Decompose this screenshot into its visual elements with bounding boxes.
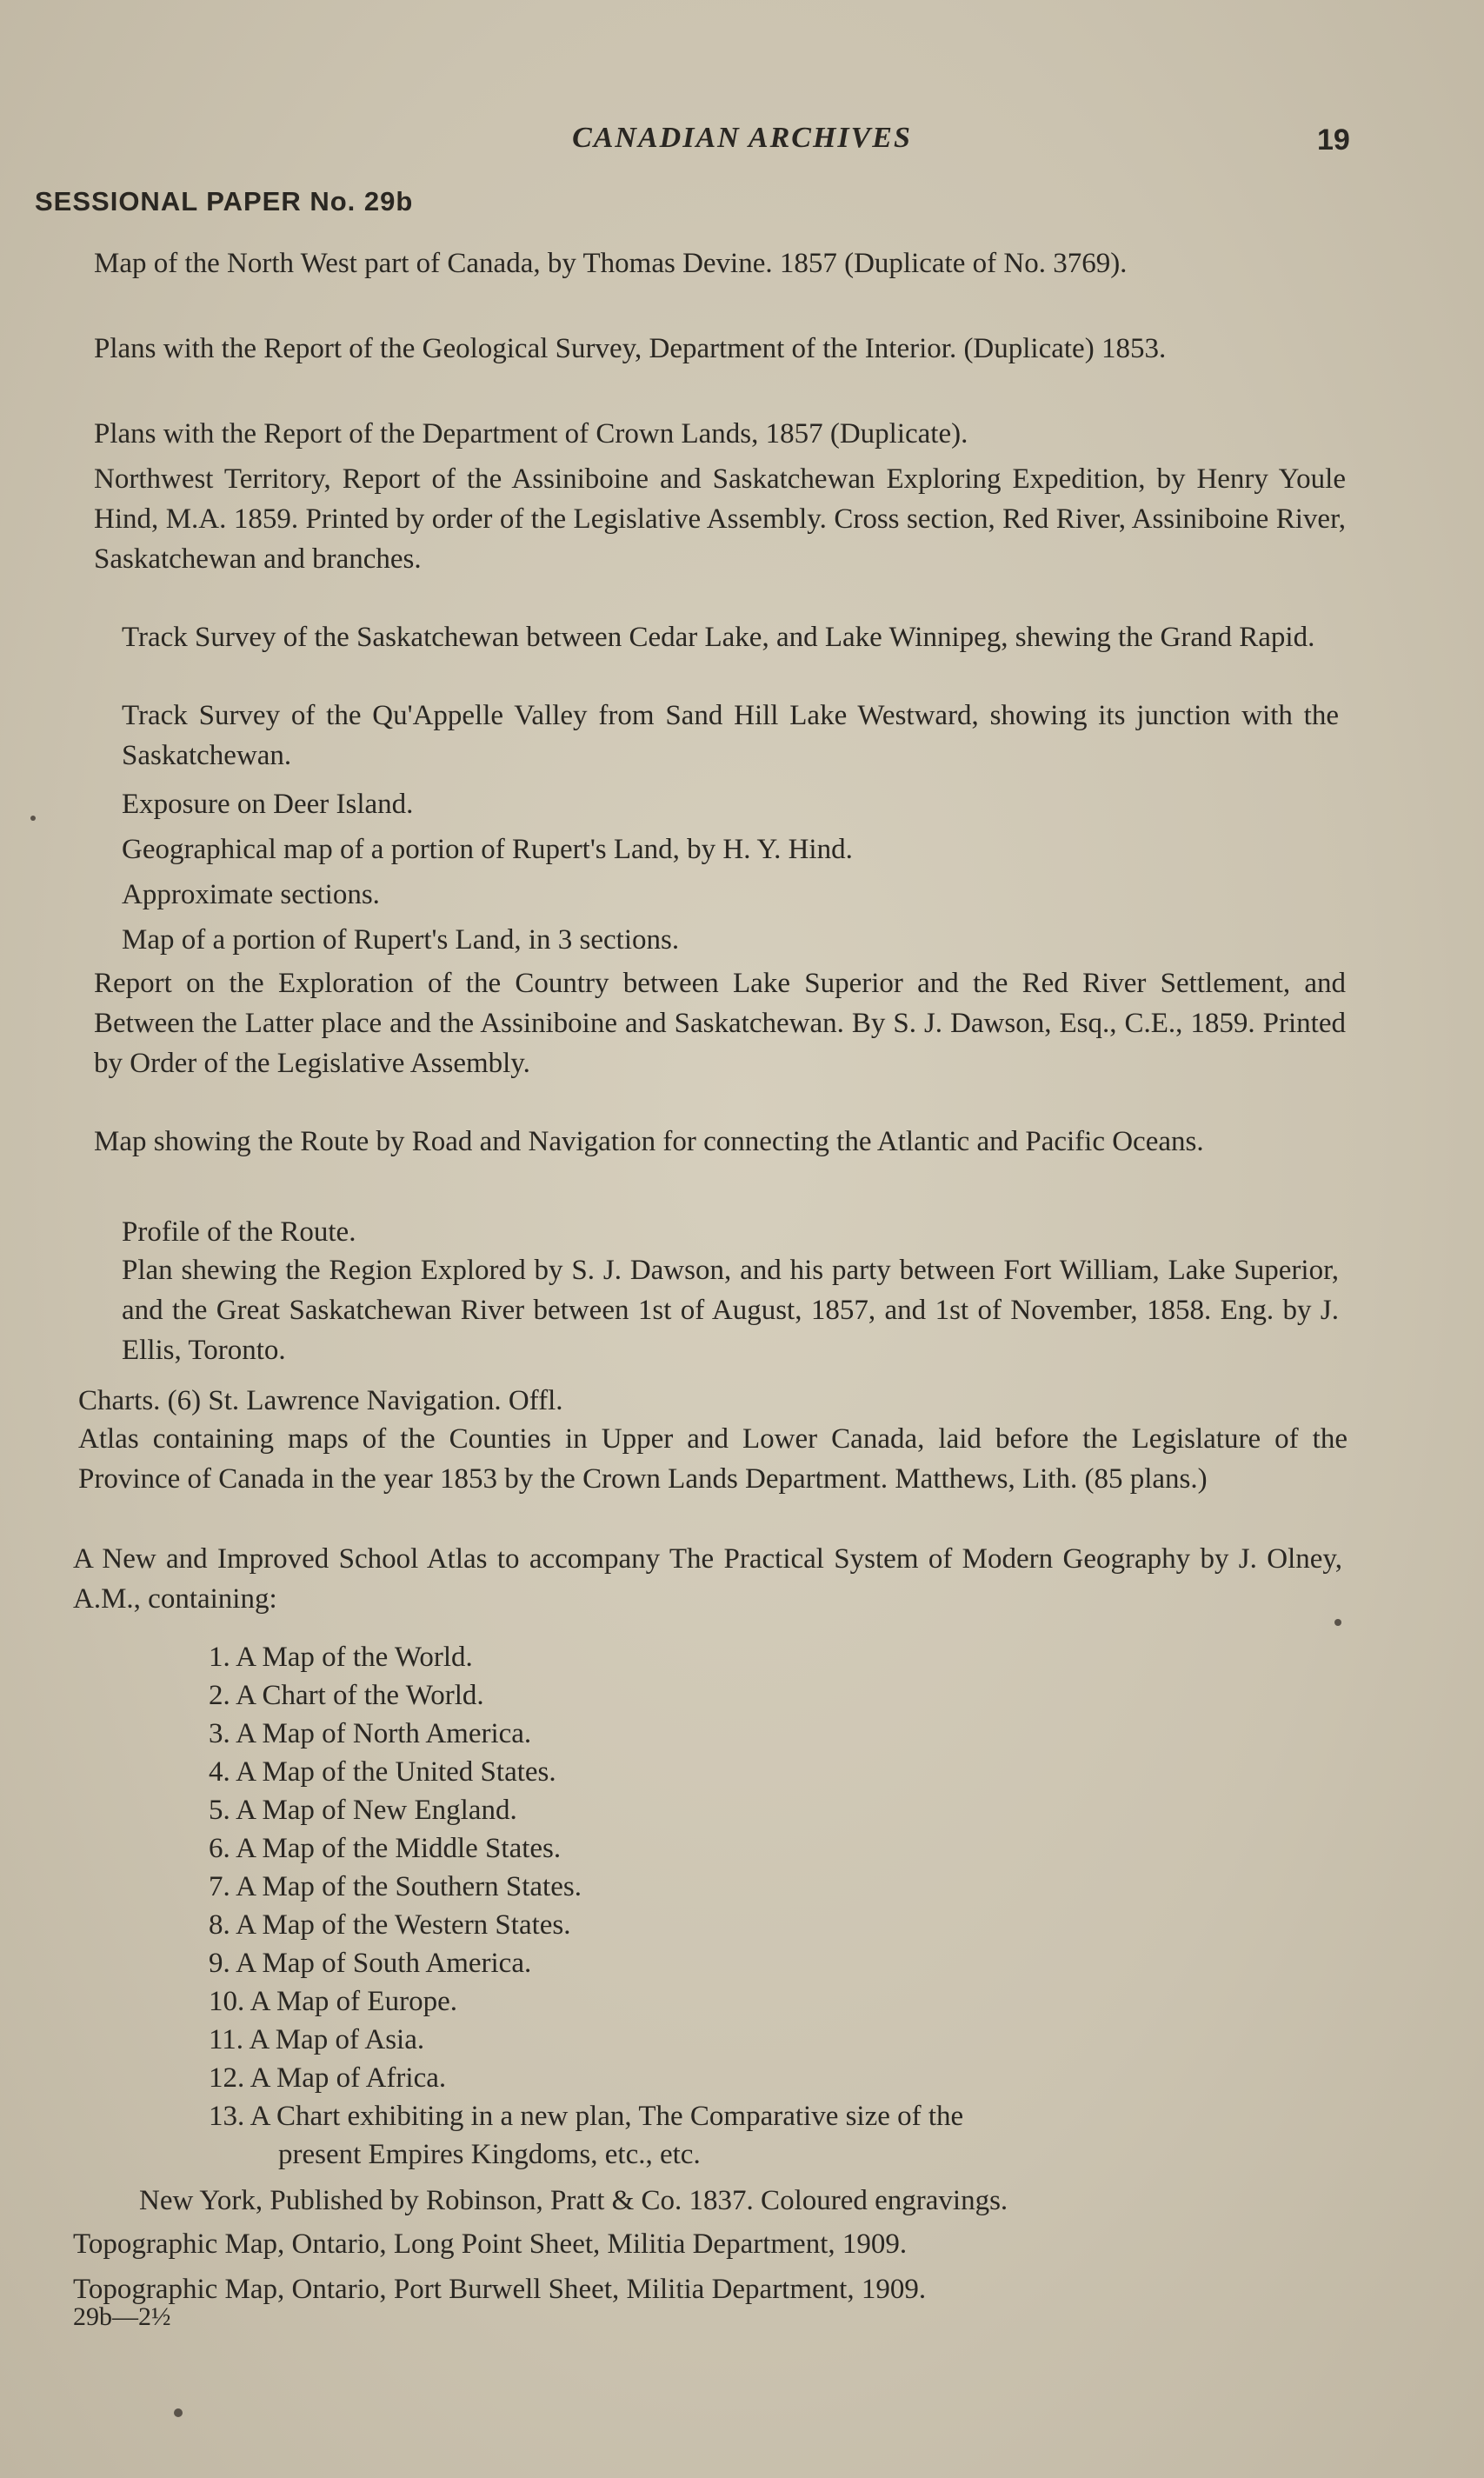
atlas-item-9: 9. A Map of South America. (209, 1948, 532, 1979)
atlas-item-7: 7. A Map of the Southern States. (209, 1871, 582, 1902)
entry-7: Exposure on Deer Island. (122, 789, 414, 820)
entry-2: Plans with the Report of the Geological Survey, Department of the Interior. (Duplicate) 1853. (94, 333, 1167, 364)
atlas-item-5: 5. A Map of New England. (209, 1795, 517, 1826)
entry-13: Profile of the Route. (122, 1216, 356, 1248)
entry-14: Plan shewing the Region Explored by S. J. Dawson, and his party between Fort William, Lake Superior, and the Great Saskatchewan River between 1st of August, 1857, and 1st of November, 1858. Eng. by J. Ellis, Toronto. (122, 1255, 1339, 1366)
entry-4: Northwest Territory, Report of the Assiniboine and Saskatchewan Exploring Expedition, by Henry Youle Hind, M.A. 1859. Printed by order of the Legislative Assembly. Cross section, Red River, Assiniboine River, Saskatchewan and branches. (94, 463, 1346, 575)
publisher-line: New York, Published by Robinson, Pratt & Co. 1837. Coloured engravings. (139, 2185, 1008, 2216)
running-header: CANADIAN ARCHIVES (572, 122, 912, 154)
entry-1: Map of the North West part of Canada, by Thomas Devine. 1857 (Duplicate of No. 3769). (94, 248, 1128, 279)
entry-17: A New and Improved School Atlas to accompany The Practical System of Modern Geography by J. Olney, A.M., containing: (73, 1543, 1342, 1615)
paper-blemish (30, 816, 36, 821)
atlas-item-6: 6. A Map of the Middle States. (209, 1833, 562, 1864)
topo-map-2: Topographic Map, Ontario, Port Burwell Sheet, Militia Department, 1909. (73, 2274, 927, 2305)
footnote-signature: 29b—2½ (73, 2302, 171, 2331)
entry-5: Track Survey of the Saskatchewan between Cedar Lake, and Lake Winnipeg, shewing the Grand Rapid. (122, 622, 1315, 653)
entry-10: Map of a portion of Rupert's Land, in 3 sections. (122, 924, 680, 956)
entry-3: Plans with the Report of the Department of Crown Lands, 1857 (Duplicate). (94, 418, 968, 450)
atlas-item-4: 4. A Map of the United States. (209, 1756, 556, 1788)
atlas-item-8: 8. A Map of the Western States. (209, 1909, 571, 1941)
entry-8: Geographical map of a portion of Rupert's Land, by H. Y. Hind. (122, 834, 853, 865)
paper-blemish (174, 2408, 183, 2417)
entry-6: Track Survey of the Qu'Appelle Valley from Sand Hill Lake Westward, showing its junction with the Saskatchewan. (122, 700, 1339, 771)
entry-15: Charts. (6) St. Lawrence Navigation. Offl. (78, 1385, 563, 1416)
atlas-item-11: 11. A Map of Asia. (209, 2024, 425, 2055)
entry-11: Report on the Exploration of the Country between Lake Superior and the Red River Settlement, and Between the Latter place and the Assiniboine and Saskatchewan. By S. J. Dawson, Esq., C.E., 1859. Printed by Order of the Legislative Assembly. (94, 968, 1346, 1079)
atlas-item-2: 2. A Chart of the World. (209, 1680, 484, 1711)
atlas-item-3: 3. A Map of North America. (209, 1718, 532, 1749)
atlas-item-10: 10. A Map of Europe. (209, 1986, 457, 2017)
entry-9: Approximate sections. (122, 879, 380, 910)
paper-blemish (1334, 1619, 1341, 1626)
page-number: 19 (1317, 123, 1350, 157)
atlas-item-12: 12. A Map of Africa. (209, 2062, 447, 2094)
entry-16: Atlas containing maps of the Counties in Upper and Lower Canada, laid before the Legislature of the Province of Canada in the year 1853 by the Crown Lands Department. Matthews, Lith. (85 plans.) (78, 1423, 1348, 1495)
sessional-paper-label: SESSIONAL PAPER No. 29b (35, 186, 414, 216)
topo-map-1: Topographic Map, Ontario, Long Point Sheet, Militia Department, 1909. (73, 2228, 908, 2260)
entry-12: Map showing the Route by Road and Navigation for connecting the Atlantic and Pacific Oceans. (94, 1126, 1204, 1157)
atlas-item-1: 1. A Map of the World. (209, 1642, 473, 1673)
atlas-item-13: 13. A Chart exhibiting in a new plan, The Comparative size of the (209, 2101, 964, 2132)
atlas-item-13-continued: present Empires Kingdoms, etc., etc. (278, 2139, 701, 2170)
